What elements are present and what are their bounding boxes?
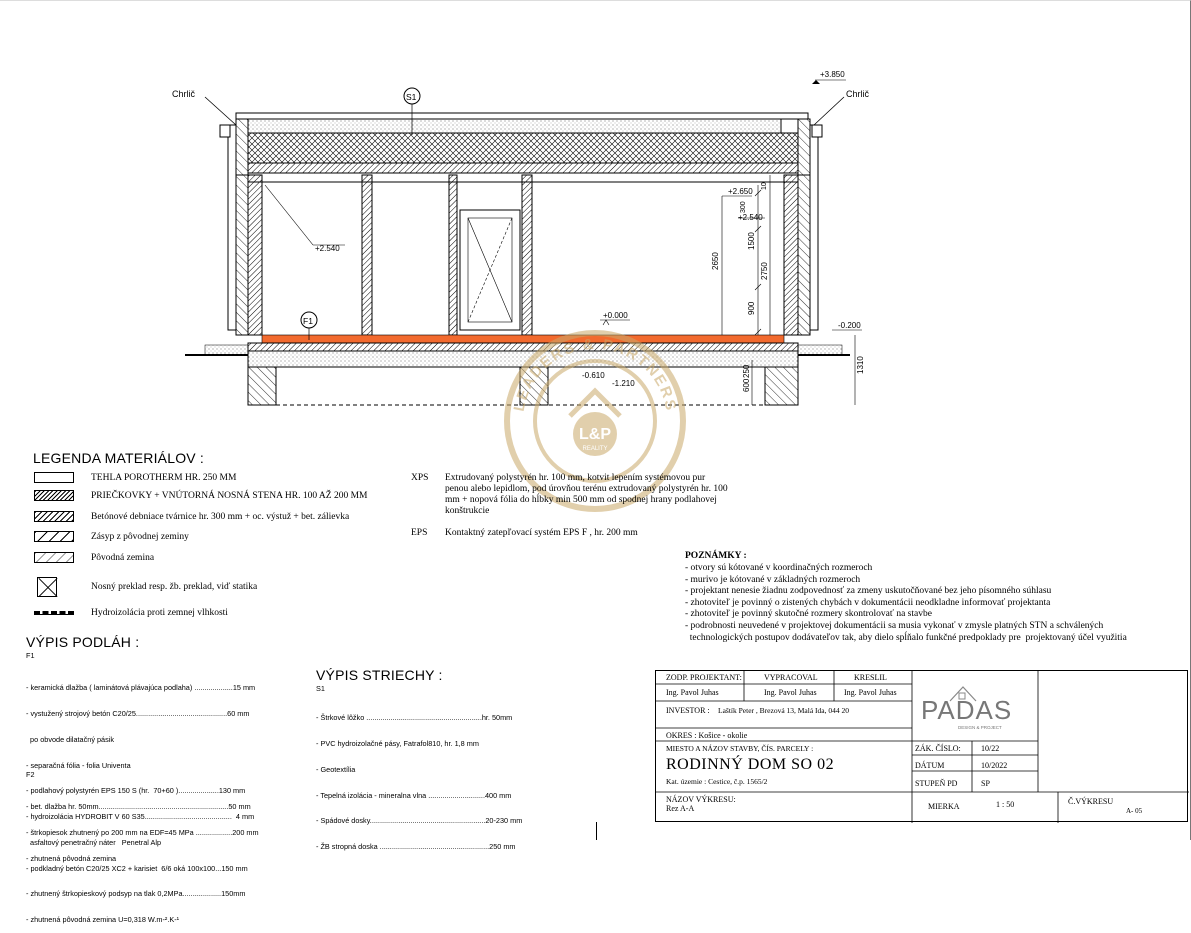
vyprac-label: VYPRACOVAL (764, 673, 818, 682)
roof-insulation (248, 133, 798, 163)
katastr: Kat. územie : Cestice, č.p. 1565/2 (666, 777, 768, 786)
dim-250: 250 (742, 364, 751, 378)
floor-layer: - podlahový polystyrén EPS 150 S (hr. 70+60 )....................130 mm (26, 786, 246, 796)
s1-label: S1 (406, 92, 417, 102)
swatch-soil (34, 552, 74, 563)
floor-layer: - zhutnená pôvodná zemina (26, 853, 117, 863)
f2-list (26, 786, 286, 872)
floor-layer: - zhutnená pôvodná zemina U=0,318 W.m-².K-¹ (26, 915, 180, 925)
datum-label: DÁTUM (915, 761, 945, 770)
dim-900: 900 (747, 301, 756, 315)
dim-2650: 2650 (711, 252, 720, 270)
note-item: technologických postupov dodávateľov tak, aby dielo spĺňalo funkčné predpoklady pre projektovaný účel využitia (685, 632, 1127, 643)
stupen-label: STUPEŇ PD (915, 779, 958, 788)
elev-top: +3.850 (820, 70, 845, 79)
floor-layer: - hydroizolácia HYDROBIT V 60 S35........................................... 4 mm (26, 812, 255, 822)
floor-layer: - separačná fólia - folia Univenta (26, 760, 131, 770)
legend-title: LEGENDA MATERIÁLOV : (33, 450, 205, 466)
floor-layer: - štrkopiesok zhutnený po 200 mm na EDF=45 MPa ..................200 mm (26, 827, 259, 837)
floor-layer: - zhutnený štrkopieskový podsyp na tlak 0,2MPa...................150mm (26, 889, 246, 899)
notes-title: POZNÁMKY : (685, 551, 747, 561)
investor-value: Laštík Peter , Brezová 13, Malá Ida, 044 20 (718, 706, 850, 715)
dim-1310: 1310 (856, 356, 865, 374)
dim-300: 300 (740, 201, 747, 213)
zak-value: 10/22 (981, 744, 1000, 753)
xps-code: XPS (411, 473, 429, 483)
legend-label: Zásyp z pôvodnej zeminy (91, 531, 189, 542)
elev-2540-right: +2.540 (738, 213, 763, 222)
legend-label: Pôvodná zemina (91, 552, 155, 563)
swatch-partition (34, 490, 74, 501)
kreslil-name: Ing. Pavol Juhas (844, 688, 897, 697)
legend-item (34, 577, 257, 597)
foundation-right (765, 367, 798, 405)
vyprac-name: Ing. Pavol Juhas (764, 688, 817, 697)
attic-top (236, 113, 808, 119)
roof-layer: - Štrkové lôžko .........................................................hr. 50mm (316, 713, 513, 723)
stupen-value: SP (981, 779, 990, 788)
note-item: - murivo je kótované v základných rozmeroch (685, 574, 861, 585)
legend-item (34, 490, 367, 501)
f2-code: F2 (26, 770, 35, 779)
eps-code: EPS (411, 528, 428, 538)
dim-1500: 1500 (747, 232, 756, 250)
sheet-divider (596, 822, 597, 840)
okres: OKRES : Košice - okolie (666, 731, 748, 740)
watermark-ring-text: LEADERS & PARTNERS (510, 335, 680, 414)
title-block (655, 670, 1188, 822)
swatch-brick (34, 472, 74, 483)
floor-layer: po obvode dilatačný pásik (26, 734, 115, 744)
watermark-logo: L&P (579, 426, 611, 443)
watermark-sub: REALITY (582, 446, 608, 452)
elev-ground: -0.200 (838, 321, 861, 330)
mierka-value: 1 : 50 (996, 800, 1015, 809)
floor-layer: - podkladný betón C20/25 XC2 + karisiet 6/6 oká 100x100...150 mm (26, 863, 248, 873)
right-wall (784, 175, 798, 335)
left-wall (236, 175, 248, 335)
vykres-value: Rez A-A (666, 804, 695, 813)
swatch-formwork-block (34, 511, 74, 522)
swatch-waterproofing (34, 611, 74, 615)
dim-10: 10 (761, 182, 768, 190)
roof-slab (248, 163, 798, 173)
zak-label: ZÁK. ČÍSLO: (915, 744, 961, 753)
roof-layer: - ŽB stropná doska ......................................................250 mm (316, 842, 516, 852)
kreslil-label: KRESLIL (854, 673, 887, 682)
legend-item (34, 531, 189, 542)
mierka-label: MIERKA (928, 802, 960, 811)
f1-code: F1 (26, 651, 35, 660)
miesto-label: MIESTO A NÁZOV STAVBY, ČÍS. PARCELY : (666, 744, 814, 753)
floor-layer: - keramická dlažba ( laminátová plávajúca podlaha) ...................15 mm (26, 683, 256, 693)
elev-0610: -0.610 (582, 371, 605, 380)
roof-title: VÝPIS STRIECHY : (316, 667, 443, 683)
svg-text:LEADERS & PARTNERS (511, 336, 680, 414)
floor-layer: - bet. dlažba hr. 50mm................................................................50 mm (26, 802, 251, 812)
legend-label: Betónové debniace tvárnice hr. 300 mm + oc. výstuž + bet. zálievka (91, 511, 350, 522)
legend-label: PRIEČKOVKY + VNÚTORNÁ NOSNÁ STENA HR. 100 AŽ 200 MM (91, 490, 368, 501)
floor-layer: - vystužený strojový betón C20/25.............................................60 mm (26, 708, 250, 718)
eps-text: Kontaktný zatepľovací systém EPS F , hr. 200 mm (445, 528, 638, 538)
floor-layer: asfaltový penetračný náter Penetral Alp (26, 837, 162, 847)
swatch-backfill (34, 531, 74, 542)
legend-item (34, 472, 236, 483)
note-item: - otvory sú kótované v koordinačných rozmeroch (685, 563, 873, 573)
elev-1210: -1.210 (612, 379, 635, 388)
dim-2750: 2750 (760, 262, 769, 280)
padas-logo: PADAS (921, 695, 1013, 725)
legend-item (34, 511, 349, 522)
chrlic-left-label: Chrlič (172, 89, 196, 99)
roof-layer: - Tepelná izolácia - mineralna vlna ............................400 mm (316, 790, 512, 800)
roof-layer: - PVC hydroizolačné pásy, Fatrafol810, hr. 1,8 mm (316, 738, 479, 748)
note-item: - zhotoviteľ je povinný skutočné rozmery skontrolovať na stavbe (685, 609, 932, 620)
roof-layer: - Spádové dosky.........................................................20-230 mm (316, 816, 523, 826)
notes-list (685, 563, 1185, 644)
stavba-name: RODINNÝ DOM SO 02 (666, 756, 835, 773)
chrlic-right-label: Chrlič (846, 89, 870, 99)
legend-label: TEHLA POROTHERM HR. 250 MM (91, 472, 237, 483)
datum-value: 10/2022 (981, 761, 1008, 770)
f1-label: F1 (303, 316, 313, 326)
floors-title: VÝPIS PODLÁH : (26, 634, 140, 650)
elev-2540-left: +2.540 (315, 244, 340, 253)
foundation-left (248, 367, 276, 405)
cvykresu-label: Č.VÝKRESU (1068, 797, 1114, 806)
roof-list (316, 697, 526, 860)
elev-zero: +0.000 (603, 311, 628, 320)
note-item: - zhotoviteľ je povinný o zistených chybách v dokumentácii neodkladne informovať projektanta (685, 597, 1051, 608)
xps-text: Extrudovaný polystyrén hr. 100 mm, kotvit lepením systémovou pur penou alebo lepidlom, pod úrovňou terénu extrudovaný polystyrén hr. 100 mm + nopová fólia do hĺbky min 500 mm od spodnej hrany podlahovej konštrukcie (445, 473, 728, 516)
roof-layer: - Geotextília (316, 764, 356, 774)
note-item: - projektant nenesie žiadnu zodpovednosť za zmeny uskutočňované bez jeho písomného súhlasu (685, 586, 1052, 597)
legend-label: Nosný preklad resp. žb. preklad, viď statika (91, 582, 258, 592)
swatch-lintel (37, 577, 57, 597)
cvykresu-value: A- 05 (1126, 807, 1143, 815)
elev-2650: +2.650 (728, 187, 753, 196)
legend-label: Hydroizolácia proti zemnej vlhkosti (91, 608, 228, 618)
dim-600: 600 (742, 378, 751, 392)
zodp-name: Ing. Pavol Juhas (666, 688, 719, 697)
note-item: - podrobnosti neuvedené v projektovej dokumentácii sa musia vykonať v zmysle platných STN a schválených (685, 620, 1104, 631)
padas-sub: DESIGN & PROJECT (958, 725, 1002, 730)
legend-item (34, 552, 154, 563)
legend-item (34, 608, 228, 618)
investor-label: INVESTOR : (666, 706, 710, 715)
zodp-label: ZODP. PROJEKTANT: (666, 673, 742, 682)
roof-code: S1 (316, 684, 325, 693)
vykres-label: NÁZOV VÝKRESU: (666, 795, 736, 804)
